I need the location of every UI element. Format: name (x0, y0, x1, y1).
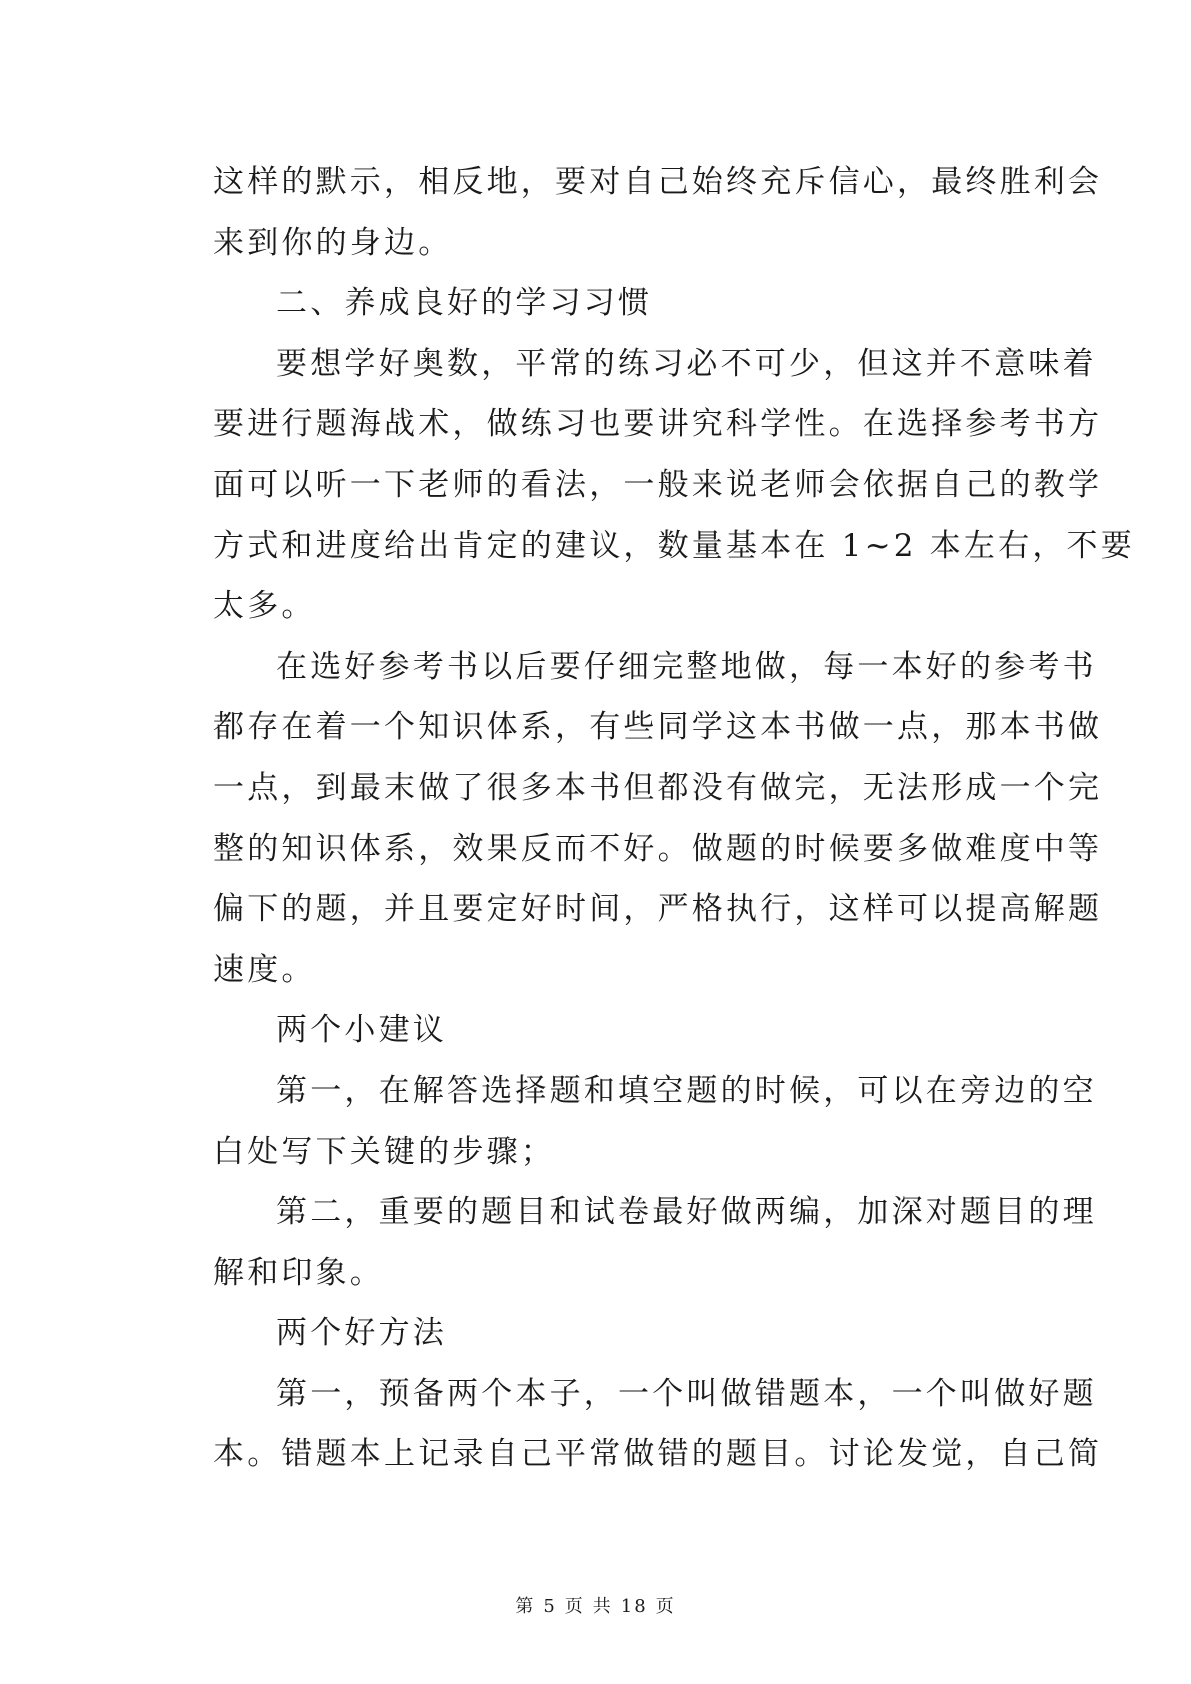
text-line: 这样的默示，相反地，要对自己始终充斥信心，最终胜利会 (213, 164, 1103, 200)
text-line: 要进行题海战术，做练习也要讲究科学性。在选择参考书方 (213, 406, 1103, 443)
text-line: 第一，预备两个本子，一个叫做错题本，一个叫做好题 (276, 1375, 1097, 1412)
section-heading: 两个小建议 (276, 1012, 447, 1049)
text-line: 整的知识体系，效果反而不好。做题的时候要多做难度中等 (213, 830, 1103, 867)
text-line: 方式和进度给出肯定的建议，数量基本在 1~2 本左右，不要 (213, 527, 1135, 564)
text-line: 要想学好奥数，平常的练习必不可少，但这并不意味着 (276, 345, 1097, 382)
footer-label-page: 页 (564, 1596, 585, 1617)
footer-label-page-end: 页 (655, 1596, 676, 1617)
text-line: 本。错题本上记录自己平常做错的题目。讨论发觉，自己简 (213, 1436, 1103, 1473)
footer-label-prefix: 第 (515, 1596, 536, 1617)
text-line: 速度。 (213, 951, 316, 988)
footer-label-total: 共 (592, 1596, 613, 1617)
text-line: 第一，在解答选择题和填空题的时候，可以在旁边的空 (276, 1072, 1097, 1109)
document-body (213, 152, 1135, 1485)
text-line: 面可以听一下老师的看法，一般来说老师会依据自己的教学 (213, 466, 1103, 503)
current-page-number: 5 (543, 1596, 557, 1617)
text-line: 都存在着一个知识体系，有些同学这本书做一点，那本书做 (213, 709, 1103, 746)
text-line: 解和印象。 (213, 1254, 384, 1291)
text-line: 太多。 (213, 588, 316, 625)
total-pages-number: 18 (620, 1596, 648, 1617)
page-footer (0, 1592, 1191, 1618)
text-line: 一点，到最末做了很多本书但都没有做完，无法形成一个完 (213, 769, 1103, 806)
text-line: 来到你的身边。 (213, 224, 453, 261)
text-line: 第二，重要的题目和试卷最好做两编，加深对题目的理 (276, 1194, 1097, 1231)
section-heading: 两个好方法 (276, 1315, 447, 1352)
text-line: 白处写下关键的步骤； (213, 1133, 555, 1170)
text-line: 偏下的题，并且要定好时间，严格执行，这样可以提高解题 (213, 891, 1103, 928)
section-heading: 二、养成良好的学习习惯 (276, 285, 653, 322)
text-line: 在选好参考书以后要仔细完整地做，每一本好的参考书 (276, 648, 1097, 685)
